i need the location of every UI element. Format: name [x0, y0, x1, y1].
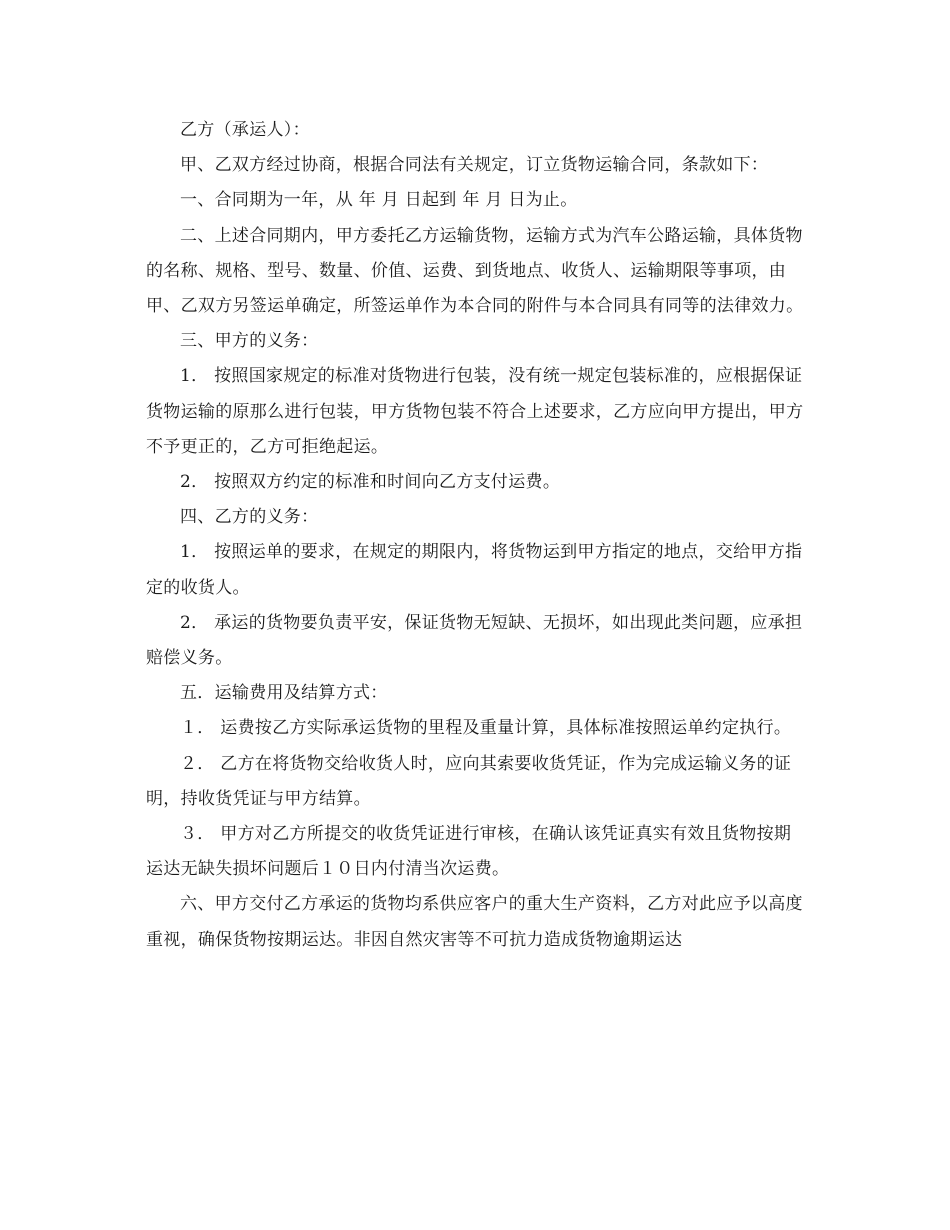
clause-4-item-2: 2． 承运的货物要负责平安，保证货物无短缺、无损坏，如出现此类问题，应承担赔偿义务。 — [146, 612, 803, 669]
clause-3-heading: 三、甲方的义务： — [180, 331, 319, 352]
clause-5-item-3: ３． 甲方对乙方所提交的收货凭证进行审核，在确认该凭证真实有效且货物按期运达无缺失损坏问题后１０日内付清当次运费。 — [146, 824, 792, 880]
clause-5-item-1: １． 运费按乙方实际承运货物的里程及重量计算，具体标准按照运单约定执行。 — [180, 718, 792, 739]
clause-5-item-2: ２． 乙方在将货物交给收货人时，应向其索要收货凭证，作为完成运输义务的证明，持收货凭证与甲方结算。 — [146, 753, 792, 809]
clause-2-scope: 二、上述合同期内，甲方委托乙方运输货物，运输方式为汽车公路运输，具体货物的名称、规格、型号、数量、价值、运费、到货地点、收货人、运输期限等事项，由甲、乙双方另签运单确定，所签运单作为本合同的附件与本合同具有同等的法律效力。 — [146, 225, 804, 317]
contract-body — [146, 113, 806, 958]
clause-1-term: 一、合同期为一年，从 年 月 日起到 年 月 日为止。 — [180, 190, 578, 211]
clause-4-item-1: 1． 按照运单的要求，在规定的期限内，将货物运到甲方指定的地点，交给甲方指定的收货人。 — [146, 542, 803, 598]
clause-3-item-2: 2． 按照双方约定的标准和时间向乙方支付运费。 — [180, 472, 561, 493]
clause-3-item-1: 1． 按照国家规定的标准对货物进行包装，没有统一规定包装标准的，应根据保证货物运输的原那么进行包装，甲方货物包装不符合上述要求，乙方应向甲方提出，甲方不予更正的，乙方可拒绝起运。 — [146, 366, 804, 457]
clause-4-heading: 四、乙方的义务： — [180, 507, 319, 528]
contract-preamble: 甲、乙双方经过协商，根据合同法有关规定，订立货物运输合同，条款如下： — [180, 155, 769, 176]
clause-6-text: 六、甲方交付乙方承运的货物均系供应客户的重大生产资料，乙方对此应予以高度重视，确保货物按期运达。非因自然灾害等不可抗力造成货物逾期运达 — [146, 894, 803, 950]
clause-5-heading: 五．运输费用及结算方式： — [180, 683, 388, 704]
party-b-carrier-line: 乙方（承运人）： — [180, 120, 310, 140]
